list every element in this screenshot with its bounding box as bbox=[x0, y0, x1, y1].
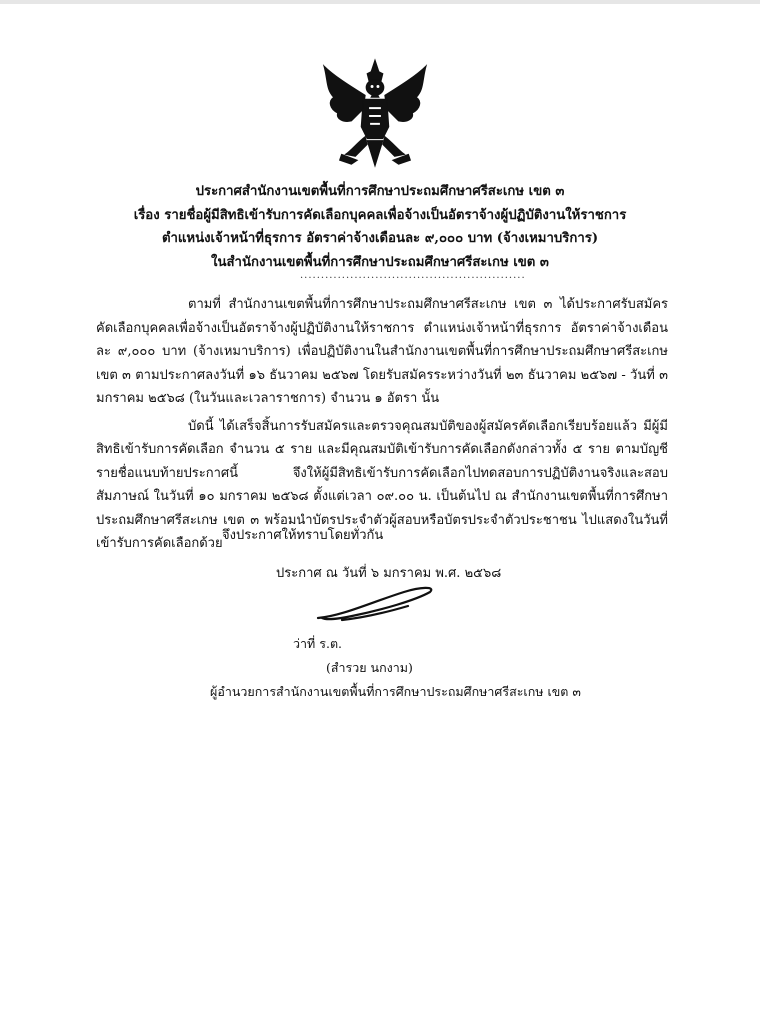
closing-statement: จึงประกาศให้ทราบโดยทั่วกัน bbox=[222, 528, 384, 543]
handwritten-signature-icon bbox=[312, 580, 442, 630]
header-separator: ...................................................... bbox=[300, 270, 526, 281]
signer-rank: ว่าที่ ร.ต. bbox=[293, 636, 343, 651]
announcement-date: ประกาศ ณ วันที่ ๖ มกราคม พ.ศ. ๒๕๖๘ bbox=[276, 566, 502, 581]
signer-title: ผู้อำนวยการสำนักงานเขตพื้นที่การศึกษาประถมศึกษาศรีสะเกษ เขต ๓ bbox=[210, 684, 581, 699]
body-paragraph-1 bbox=[96, 293, 668, 411]
page-top-edge bbox=[0, 0, 760, 4]
announcement-body bbox=[96, 293, 668, 556]
announcement-subject: เรื่อง รายชื่อผู้มีสิทธิเข้ารับการคัดเลือกบุคคลเพื่อจ้างเป็นอัตราจ้างผู้ปฏิบัติงานให้ราชการ bbox=[133, 207, 627, 223]
body-paragraph-2-text: บัดนี้ ได้เสร็จสิ้นการรับสมัครและตรวจคุณสมบัติของผู้สมัครคัดเลือกเรียบร้อยแล้ว มีผู้มีสิทธิเข้ารับการคัดเลือก จำนวน ๕ ราย และมีคุณสมบัติเข้ารับการคัดเลือกดังกล่าวทั้ง ๕ ราย ตามบัญชีรายชื่อแนบท้ายประกาศนี้ จึงให้ผู้มีสิทธิเข้ารับการคัดเลือกไปทดสอบการปฏิบัติงานจริงและสอบสัมภาษณ์ ในวันที่ ๑๐ มกราคม ๒๕๖๘ ตั้งแต่เวลา ๐๙.๐๐ น. เป็นต้นไป ณ สำนักงานเขตพื้นที่การศึกษาประถมศึกษาศรีสะเกษ เขต ๓ พร้อมนำบัตรประจำตัวผู้สอบหรือบัตรประจำตัวประชาชน ไปแสดงในวันที่เข้ารับการคัดเลือกด้วย bbox=[96, 418, 668, 551]
announcement-header bbox=[60, 180, 700, 274]
position-description: ตำแหน่งเจ้าหน้าที่ธุรการ อัตราค่าจ้างเดือนละ ๙,๐๐๐ บาท (จ้างเหมาบริการ) bbox=[161, 231, 599, 246]
office-name: ในสำนักงานเขตพื้นที่การศึกษาประถมศึกษาศรีสะเกษ เขต ๓ bbox=[211, 254, 549, 270]
signer-name: (สำรวย นกงาม) bbox=[326, 660, 413, 675]
announcement-title: ประกาศสำนักงานเขตพื้นที่การศึกษาประถมศึกษาศรีสะเกษ เขต ๓ bbox=[195, 184, 565, 199]
garuda-emblem-icon bbox=[316, 56, 434, 174]
body-paragraph-1-text: ตามที่ สำนักงานเขตพื้นที่การศึกษาประถมศึกษาศรีสะเกษ เขต ๓ ได้ประกาศรับสมัครคัดเลือกบุคคลเพื่อจ้างเป็นอัตราจ้างผู้ปฏิบัติงานให้ราชการ ตำแหน่งเจ้าหน้าที่ธุรการ อัตราค่าจ้างเดือนละ ๙,๐๐๐ บาท (จ้างเหมาบริการ) เพื่อปฏิบัติงานในสำนักงานเขตพื้นที่การศึกษาประถมศึกษาศรีสะเกษ เขต ๓ ตามประกาศลงวันที่ ๑๖ ธันวาคม ๒๕๖๗ โดยรับสมัครระหว่างวันที่ ๒๓ ธันวาคม ๒๕๖๗ - วันที่ ๓ มกราคม ๒๕๖๘ (ในวันและเวลาราชการ) จำนวน ๑ อัตรา นั้น bbox=[96, 297, 668, 406]
